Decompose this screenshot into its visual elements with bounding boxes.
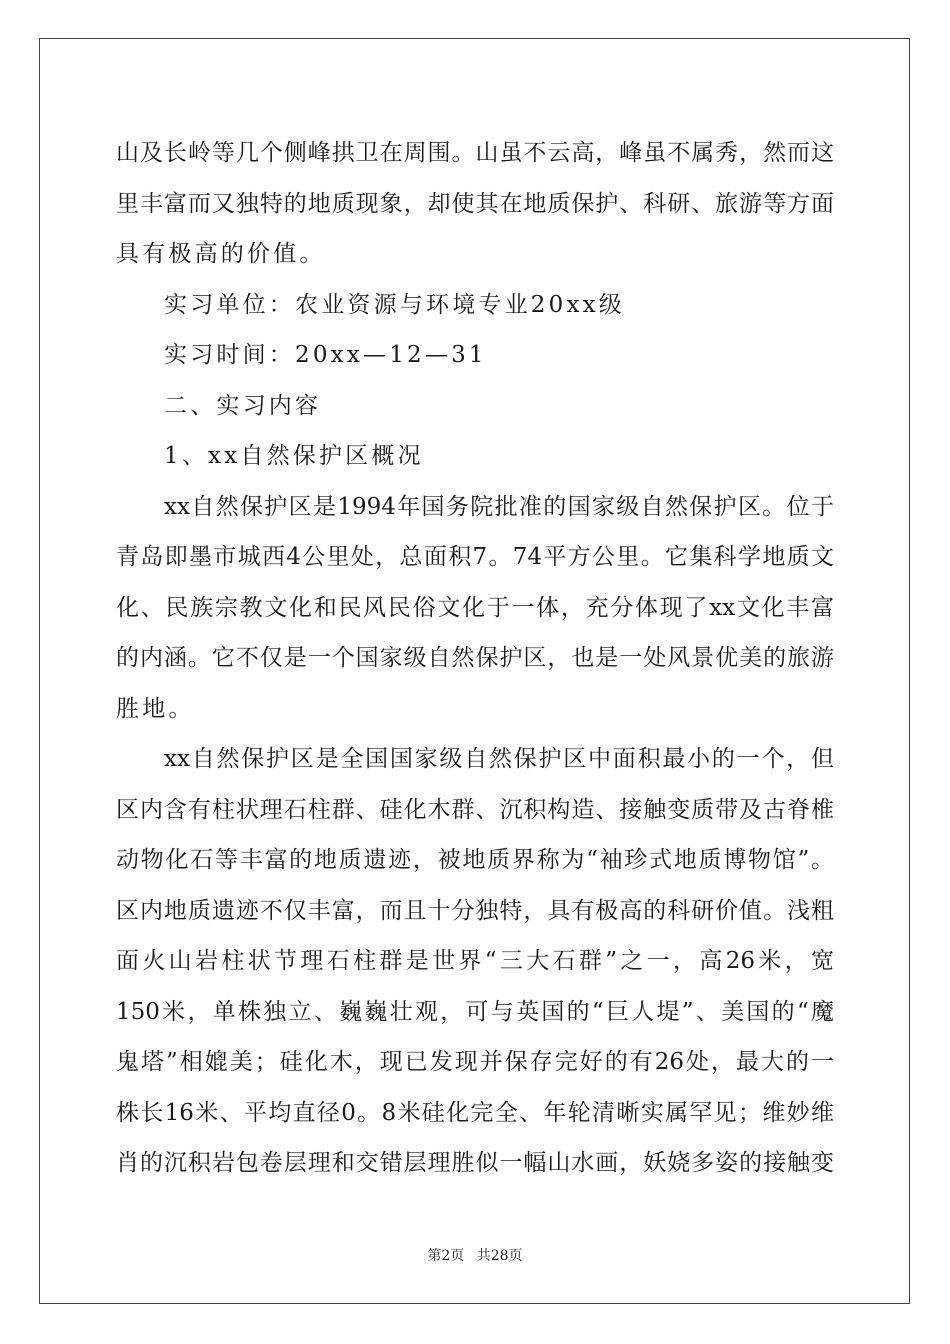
paragraph-line: 青岛即墨市城西4公里处，总面积7。74平方公里。它集科学地质文 <box>116 544 834 570</box>
paragraph-line: 面火山岩柱状节理石柱群是世界“三大石群”之一，高26米，宽 <box>116 948 834 974</box>
section-heading: 二、实习内容 <box>164 392 322 419</box>
page-footer <box>0 1245 950 1265</box>
paragraph-line: 株长16米、平均直径0。8米硅化完全、年轮清晰实属罕见；维妙维 <box>116 1099 834 1126</box>
paragraph-line: 胜地。 <box>116 695 195 722</box>
paragraph-line: 区内地质遗迹不仅丰富，而且十分独特，具有极高的科研价值。浅粗 <box>116 897 834 924</box>
paragraph-line: 动物化石等丰富的地质遗迹，被地质界称为“袖珍式地质博物馆”。 <box>116 847 834 873</box>
paragraph-line: xx自然保护区是全国国家级自然保护区中面积最小的一个，但 <box>164 746 834 772</box>
subsection-heading: 1、xx自然保护区概况 <box>164 443 424 469</box>
paragraph-line: 山及长岭等几个侧峰拱卫在周围。山虽不云高，峰虽不属秀，然而这 <box>116 140 834 166</box>
paragraph-line: 的内涵。它不仅是一个国家级自然保护区，也是一处风景优美的旅游 <box>116 645 834 671</box>
paragraph-line: 区内含有柱状理石柱群、硅化木群、沉积构造、接触变质带及古脊椎 <box>116 796 834 823</box>
paragraph-line: 肖的沉积岩包卷层理和交错层理胜似一幅山水画，妖娆多姿的接触变 <box>116 1150 834 1176</box>
internship-time: 实习时间：20xx—12—31 <box>164 342 487 368</box>
paragraph-line: 具有极高的价值。 <box>116 241 326 267</box>
document-body <box>116 128 834 1189</box>
paragraph-line: 鬼塔”相媲美；硅化木，现已发现并保存完好的有26处，最大的一 <box>116 1049 834 1075</box>
paragraph-line: 里丰富而又独特的地质现象，却使其在地质保护、科研、旅游等方面 <box>116 190 834 217</box>
paragraph-line: 化、民族宗教文化和民风民俗文化于一体，充分体现了xx文化丰富 <box>116 594 834 621</box>
page-number: 第2页 <box>427 1248 465 1264</box>
total-pages: 共28页 <box>476 1248 523 1264</box>
paragraph-line: xx自然保护区是1994年国务院批准的国家级自然保护区。位于 <box>164 493 834 520</box>
paragraph-line: 150米，单株独立、巍巍壮观，可与英国的“巨人堤”、美国的“魔 <box>116 998 834 1025</box>
internship-unit: 实习单位：农业资源与环境专业20xx级 <box>164 291 626 318</box>
